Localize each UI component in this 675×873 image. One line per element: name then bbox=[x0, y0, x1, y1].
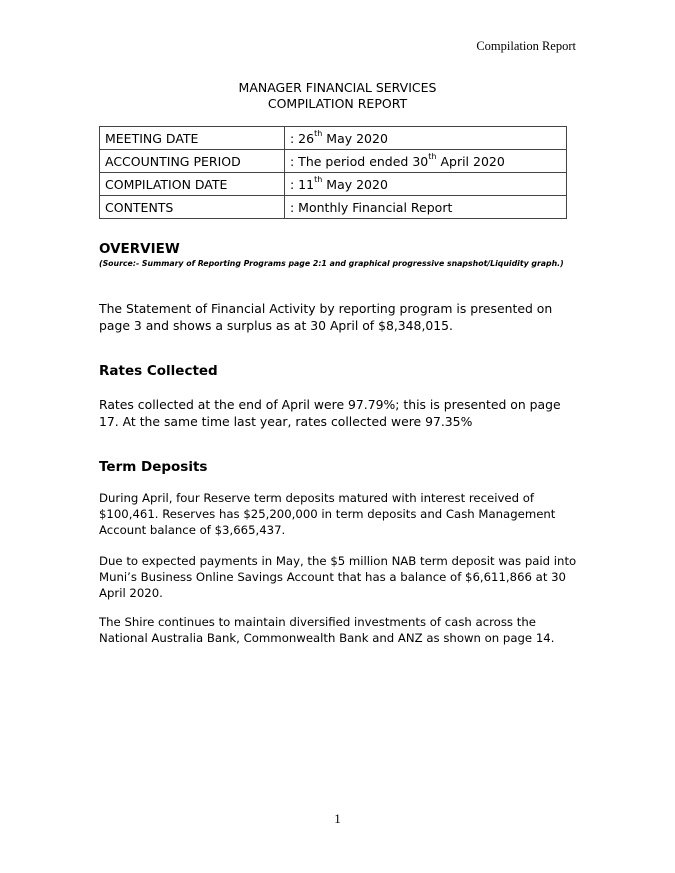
table-row bbox=[100, 173, 567, 196]
term-deposits-paragraph-1: During April, four Reserve term deposits matured with interest received of $100,461. Reserves has $25,200,000 in term deposits and Cash Management Account balance of $3,665,437. bbox=[99, 491, 556, 537]
table-row bbox=[100, 196, 567, 219]
accounting-period-value: : The period ended 30th April 2020 bbox=[285, 150, 567, 173]
meeting-details-table bbox=[99, 126, 567, 219]
overview-paragraph: The Statement of Financial Activity by reporting program is presented on page 3 and shows a surplus as at 30 April of $8,348,015. bbox=[99, 301, 553, 333]
title-line-2: COMPILATION REPORT bbox=[267, 96, 408, 111]
compilation-date-label: COMPILATION DATE bbox=[100, 173, 285, 196]
title-line-1: MANAGER FINANCIAL SERVICES bbox=[238, 80, 437, 95]
table-row bbox=[100, 127, 567, 150]
rates-collected-paragraph: Rates collected at the end of April were 97.79%; this is presented on page 17. At the same time last year, rates collected were 97.35% bbox=[99, 397, 561, 429]
running-header: Compilation Report bbox=[476, 39, 576, 53]
compilation-date-value: : 11th May 2020 bbox=[285, 173, 567, 196]
term-deposits-paragraph-2: Due to expected payments in May, the $5 million NAB term deposit was paid into Muni’s Business Online Savings Account that has a balance of $6,611,866 at 30 April 2020. bbox=[99, 554, 577, 600]
accounting-period-label: ACCOUNTING PERIOD bbox=[100, 150, 285, 173]
table-row bbox=[100, 150, 567, 173]
contents-value: : Monthly Financial Report bbox=[285, 196, 567, 219]
meeting-date-label: MEETING DATE bbox=[100, 127, 285, 150]
overview-source-note: (Source:- Summary of Reporting Programs page 2:1 and graphical progressive snapshot/Liquidity graph.) bbox=[99, 259, 564, 268]
term-deposits-paragraph-3: The Shire continues to maintain diversified investments of cash across the National Australia Bank, Commonwealth Bank and ANZ as shown on page 14. bbox=[99, 615, 555, 645]
page-number: 1 bbox=[334, 811, 341, 826]
meeting-date-value: : 26th May 2020 bbox=[285, 127, 567, 150]
rates-collected-heading: Rates Collected bbox=[99, 363, 218, 379]
contents-label: CONTENTS bbox=[100, 196, 285, 219]
term-deposits-heading: Term Deposits bbox=[99, 459, 208, 475]
document-title bbox=[0, 80, 675, 112]
overview-heading: OVERVIEW bbox=[99, 241, 180, 257]
